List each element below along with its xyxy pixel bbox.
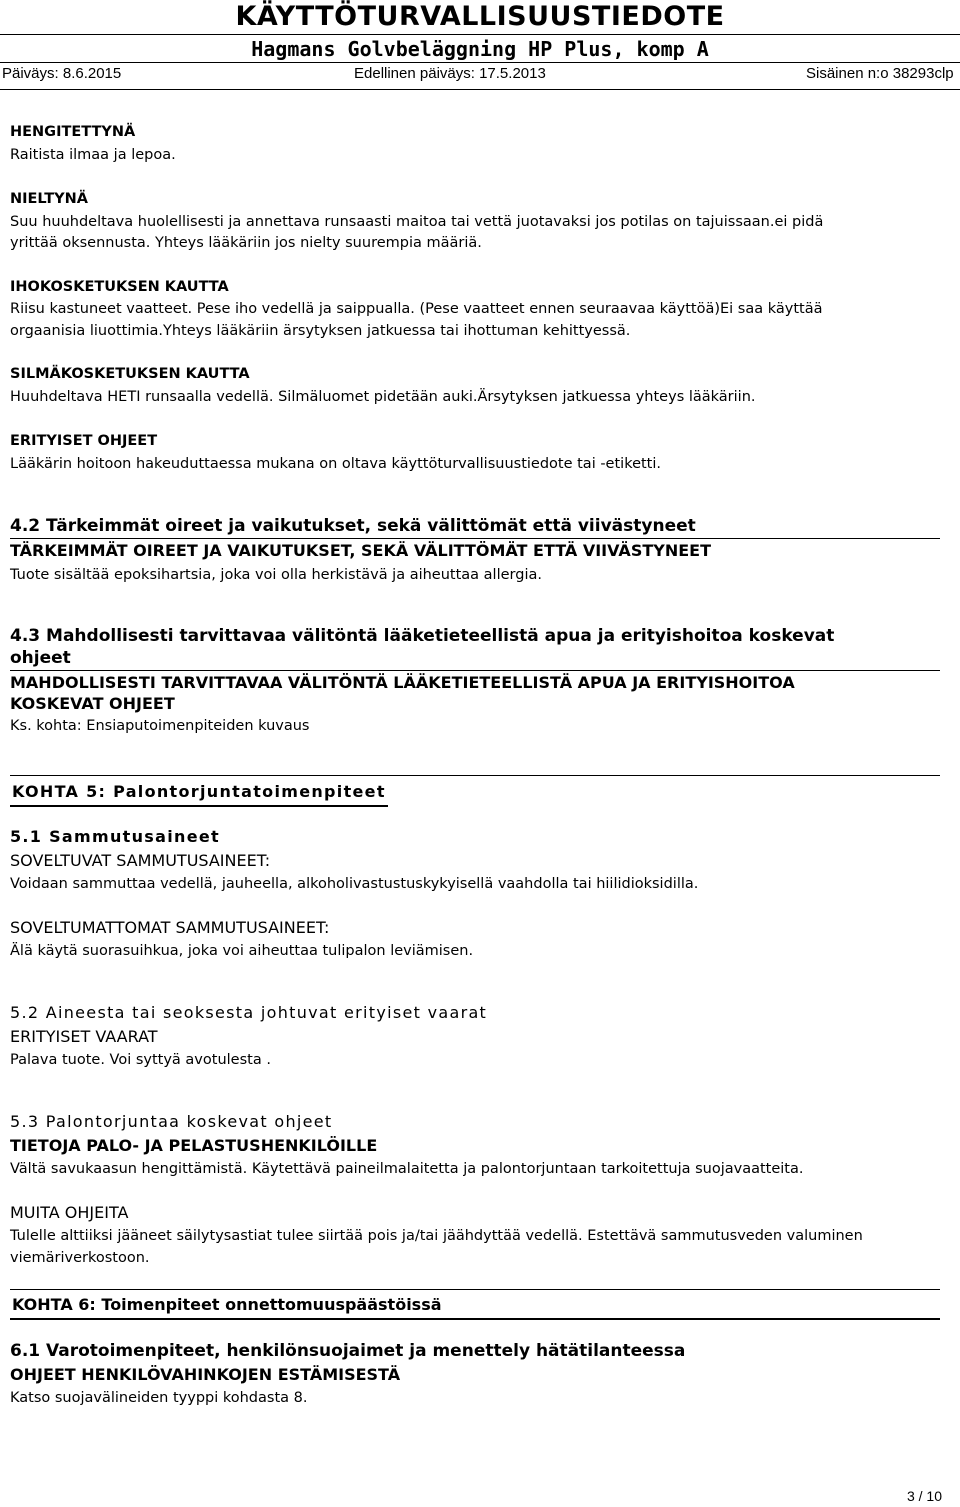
header-divider bbox=[0, 62, 960, 63]
section-5-title: KOHTA 5: Palontorjuntatoimenpiteet bbox=[12, 782, 386, 801]
section-divider bbox=[10, 670, 940, 671]
section-5-1-subtitle: SOVELTUMATTOMAT SAMMUTUSAINEET: bbox=[10, 918, 330, 937]
eye-contact-text: Huuhdeltava HETI runsaalla vedellä. Silmäluomet pidetään auki.Ärsytyksen jatkuessa yhteys lääkäriin. bbox=[10, 389, 756, 405]
ingestion-text: Suu huuhdeltava huolellisesti ja annettava runsaasti maitoa tai vettä juotavaksi jos potilas on tajuissaan.ei pidä bbox=[10, 214, 824, 230]
document-title: KÄYTTÖTURVALLISUUSTIEDOTE bbox=[235, 1, 725, 32]
section-4-3-subtitle: KOSKEVAT OHJEET bbox=[10, 694, 175, 713]
section-6-1-subtitle: OHJEET HENKILÖVAHINKOJEN ESTÄMISESTÄ bbox=[10, 1365, 401, 1384]
section-5-1-title: 5.1 Sammutusaineet bbox=[10, 827, 220, 846]
section-4-2-title: 4.2 Tärkeimmät oireet ja vaikutukset, sekä välittömät että viivästyneet bbox=[10, 516, 696, 536]
section-5-3-text: viemäriverkostoon. bbox=[10, 1250, 150, 1266]
eye-contact-title: SILMÄKOSKETUKSEN KAUTTA bbox=[10, 366, 250, 382]
section-5-1-text: Älä käytä suorasuihkua, joka voi aiheuttaa tulipalon leviämisen. bbox=[10, 943, 474, 959]
section-4-3-text: Ks. kohta: Ensiaputoimenpiteiden kuvaus bbox=[10, 718, 310, 734]
section-4-2-text: Tuote sisältää epoksihartsia, joka voi olla herkistävä ja aiheuttaa allergia. bbox=[10, 567, 542, 583]
skin-contact-title: IHOKOSKETUKSEN KAUTTA bbox=[10, 279, 229, 295]
section-5-3-subtitle: MUITA OHJEITA bbox=[10, 1203, 129, 1222]
section-6-title: KOHTA 6: Toimenpiteet onnettomuuspäästöissä bbox=[12, 1295, 442, 1314]
skin-contact-text: Riisu kastuneet vaatteet. Pese iho vedellä ja saippualla. (Pese vaatteet ennen seuraavaa käyttöä)Ei saa käyttää bbox=[10, 301, 823, 317]
date: Päiväys: 8.6.2015 bbox=[2, 65, 122, 82]
section-title-underline bbox=[10, 805, 388, 807]
section-5-3-text: Vältä savukaasun hengittämistä. Käytettävä paineilmalaitetta ja palontorjuntaan tarkoitettuja suojavaatteita. bbox=[10, 1161, 804, 1177]
section-6-1-title: 6.1 Varotoimenpiteet, henkilönsuojaimet ja menettely hätätilanteessa bbox=[10, 1341, 686, 1361]
previous-date: Edellinen päiväys: 17.5.2013 bbox=[354, 65, 546, 82]
section-4-2-subtitle: TÄRKEIMMÄT OIREET JA VAIKUTUKSET, SEKÄ VÄLITTÖMÄT ETTÄ VIIVÄSTYNEET bbox=[10, 541, 711, 560]
header-divider bbox=[0, 34, 960, 35]
section-5-1-text: Voidaan sammuttaa vedellä, jauheella, alkoholivastustuskykyisellä vaahdolla tai hiilidioksidilla. bbox=[10, 876, 699, 892]
ingestion-text: yrittää oksennusta. Yhteys lääkäriin jos nielty suurempia määriä. bbox=[10, 235, 482, 251]
section-5-3-subtitle: TIETOJA PALO- JA PELASTUSHENKILÖILLE bbox=[10, 1136, 378, 1155]
section-5-2-title: 5.2 Aineesta tai seoksesta johtuvat erityiset vaarat bbox=[10, 1003, 488, 1022]
section-4-3-title: ohjeet bbox=[10, 648, 71, 668]
inhalation-text: Raitista ilmaa ja lepoa. bbox=[10, 147, 176, 163]
ingestion-title: NIELTYNÄ bbox=[10, 191, 89, 207]
inhalation-title: HENGITETTYNÄ bbox=[10, 124, 136, 140]
special-instructions-title: ERITYISET OHJEET bbox=[10, 433, 158, 449]
section-5-3-title: 5.3 Palontorjuntaa koskevat ohjeet bbox=[10, 1112, 333, 1131]
section-divider bbox=[10, 775, 940, 776]
page-number: 3 / 10 bbox=[906, 1488, 942, 1504]
section-4-3-title: 4.3 Mahdollisesti tarvittavaa välitöntä lääketieteellistä apua ja erityishoitoa koskevat bbox=[10, 626, 835, 646]
section-5-3-text: Tulelle alttiiksi jääneet säilytysastiat tulee siirtää pois ja/tai jäähdyttää vedellä. Estettävä sammutusveden valuminen bbox=[10, 1228, 863, 1244]
section-5-1-subtitle: SOVELTUVAT SAMMUTUSAINEET: bbox=[10, 851, 271, 870]
special-instructions-text: Lääkärin hoitoon hakeuduttaessa mukana on oltava käyttöturvallisuustiedote tai -etiketti. bbox=[10, 456, 662, 472]
skin-contact-text: orgaanisia liuottimia.Yhteys lääkäriin ärsytyksen jatkuessa tai ihottuman kehittyessä. bbox=[10, 323, 631, 339]
section-4-3-subtitle: MAHDOLLISESTI TARVITTAVAA VÄLITÖNTÄ LÄÄKETIETEELLISTÄ APUA JA ERITYISHOITOA bbox=[10, 673, 795, 692]
section-divider bbox=[10, 538, 940, 539]
section-divider bbox=[10, 1289, 940, 1290]
header-divider bbox=[0, 89, 960, 90]
section-5-2-subtitle: ERITYISET VAARAT bbox=[10, 1027, 158, 1046]
section-title-underline bbox=[10, 1318, 940, 1320]
internal-number: Sisäinen n:o 38293clp bbox=[806, 65, 954, 82]
section-5-2-text: Palava tuote. Voi syttyä avotulesta . bbox=[10, 1052, 271, 1068]
product-name: Hagmans Golvbeläggning HP Plus, komp A bbox=[251, 37, 709, 61]
section-6-1-text: Katso suojavälineiden tyyppi kohdasta 8. bbox=[10, 1390, 308, 1406]
